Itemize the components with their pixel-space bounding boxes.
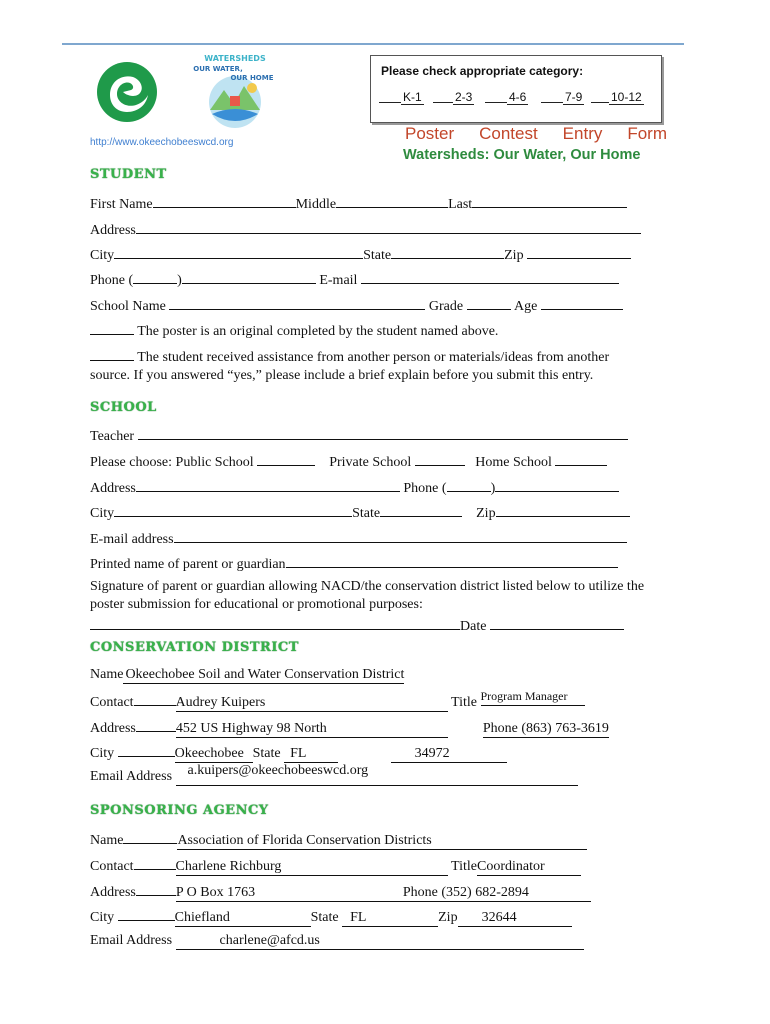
- form-title: [405, 124, 667, 144]
- form-subtitle: Watersheds: Our Water, Our Home: [403, 147, 641, 163]
- sponsor-contact-row: [90, 855, 650, 876]
- category-title: Please check appropriate category:: [381, 64, 584, 78]
- category-k1-label: K-1: [403, 90, 422, 104]
- conservation-address-value[interactable]: 452 US Highway 98 North: [176, 720, 448, 738]
- sponsor-state-value[interactable]: FL: [342, 909, 438, 927]
- home-school-field[interactable]: [555, 451, 607, 466]
- sponsor-state-label: State: [310, 910, 339, 925]
- grade-label: Grade: [428, 299, 464, 314]
- school-area-code-field[interactable]: [447, 477, 491, 492]
- original-check-field[interactable]: [90, 320, 134, 335]
- conservation-name-label: Name: [90, 667, 124, 682]
- district-logo-icon: [96, 61, 158, 123]
- school-zip-label: Zip: [476, 506, 496, 521]
- private-school-field[interactable]: [415, 451, 465, 466]
- sponsor-city-row: [90, 906, 650, 927]
- parent-name-field[interactable]: [286, 553, 618, 568]
- logo-art-line-1: WATERSHEDS: [204, 54, 266, 63]
- conservation-state-label: State: [252, 746, 281, 761]
- form-title-word: Contest: [479, 124, 538, 143]
- school-address-row: [90, 477, 650, 497]
- underline-spacer: [118, 906, 175, 921]
- assistance-statement: The student received assistance from another person or materials/ideas from another source. If you answered “yes,” please include a brief explain before you submit this entry.: [90, 350, 610, 383]
- watershed-art-logo: [190, 52, 280, 132]
- category-10-12-label: 10-12: [611, 90, 642, 104]
- student-school-row: [90, 295, 650, 315]
- sponsor-address-label: Address: [90, 885, 136, 900]
- assistance-statement-row: [90, 346, 650, 385]
- district-website-link[interactable]: http://www.okeechobeeswcd.org: [90, 137, 234, 148]
- school-type-row: [90, 451, 650, 471]
- student-address-field[interactable]: [136, 219, 641, 234]
- date-field[interactable]: [490, 615, 624, 630]
- conservation-title-label: Title: [451, 695, 477, 710]
- school-city-row: [90, 502, 650, 522]
- sponsor-address-row: [90, 881, 650, 902]
- logo-art-line-2: OUR WATER,: [193, 65, 243, 73]
- category-2-3-label: 2-3: [455, 90, 473, 104]
- sponsor-city-label: City: [90, 910, 115, 925]
- school-email-field[interactable]: [174, 528, 627, 543]
- date-label: Date: [460, 619, 487, 634]
- school-state-label: State: [352, 506, 381, 521]
- conservation-zip-value[interactable]: 34972: [391, 745, 507, 763]
- category-7-9-label: 7-9: [565, 90, 583, 104]
- school-heading: SCHOOL: [90, 400, 157, 415]
- middle-name-label: Middle: [295, 197, 337, 212]
- sponsor-title-value[interactable]: Coordinator: [477, 858, 581, 876]
- underline-spacer: [134, 855, 176, 870]
- age-field[interactable]: [541, 295, 623, 310]
- city-label: City: [90, 248, 115, 263]
- form-title-word: Form: [627, 124, 667, 143]
- school-state-field[interactable]: [380, 502, 462, 517]
- school-city-label: City: [90, 506, 115, 521]
- conservation-email-row: [90, 763, 650, 786]
- sponsor-name-label: Name: [90, 833, 124, 848]
- grade-field[interactable]: [467, 295, 511, 310]
- school-city-field[interactable]: [114, 502, 352, 517]
- first-name-label: First Name: [90, 197, 153, 212]
- school-zip-field[interactable]: [496, 502, 630, 517]
- underline-spacer: [118, 742, 175, 757]
- teacher-label: Teacher: [90, 429, 135, 444]
- category-k1-checkbox[interactable]: [379, 102, 401, 103]
- conservation-phone-value[interactable]: Phone (863) 763-3619: [482, 721, 609, 736]
- school-name-label: School Name: [90, 299, 166, 314]
- student-email-field[interactable]: [361, 269, 619, 284]
- underline-spacer: [136, 717, 176, 732]
- logo-art-line-3: OUR HOME: [230, 74, 274, 82]
- teacher-field[interactable]: [138, 425, 628, 440]
- school-phone-close-paren: ): [490, 481, 496, 496]
- public-school-field[interactable]: [257, 451, 315, 466]
- teacher-row: [90, 425, 650, 445]
- sponsor-zip-value[interactable]: 32644: [458, 909, 572, 927]
- public-school-label: Please choose: Public School: [90, 455, 254, 470]
- conservation-city-label: City: [90, 746, 115, 761]
- student-address-row: [90, 219, 650, 239]
- age-label: Age: [514, 299, 538, 314]
- original-statement-row: [90, 320, 650, 341]
- last-name-field[interactable]: [472, 193, 627, 208]
- sponsor-zip-label: Zip: [438, 910, 458, 925]
- parent-name-label: Printed name of parent or guardian: [90, 557, 286, 572]
- form-title-word: Entry: [562, 124, 603, 143]
- school-email-row: [90, 528, 650, 548]
- sponsor-phone-value[interactable]: Phone (352) 682-2894: [403, 884, 591, 902]
- category-2-3-checkbox[interactable]: [433, 102, 453, 103]
- conservation-contact-row: [90, 691, 650, 712]
- conservation-name-value[interactable]: Okeechobee Soil and Water Conservation District: [125, 667, 405, 682]
- signature-field[interactable]: [90, 615, 460, 630]
- student-phone-field[interactable]: [182, 269, 316, 284]
- home-school-label: Home School: [475, 455, 552, 470]
- state-label: State: [363, 248, 392, 263]
- form-title-word: Poster: [405, 124, 455, 143]
- category-box: [370, 55, 662, 123]
- sponsor-city-value[interactable]: Chiefland: [175, 909, 311, 927]
- conservation-address-label: Address: [90, 721, 136, 736]
- school-email-label: E-mail address: [90, 532, 174, 547]
- student-name-row: [90, 193, 650, 213]
- signature-row: [90, 615, 650, 635]
- conservation-heading: CONSERVATION DISTRICT: [90, 640, 299, 655]
- email-label: E-mail: [319, 273, 358, 288]
- student-zip-field[interactable]: [527, 244, 631, 259]
- conservation-address-row: [90, 717, 650, 738]
- conservation-contact-label: Contact: [90, 695, 134, 710]
- assistance-check-field[interactable]: [90, 346, 134, 361]
- student-phone-row: [90, 269, 650, 289]
- sponsor-name-row: [90, 829, 650, 850]
- conservation-email-label: Email Address: [90, 769, 173, 784]
- school-phone-field[interactable]: [495, 477, 619, 492]
- last-name-label: Last: [448, 197, 473, 212]
- original-statement: The poster is an original completed by the student named above.: [137, 324, 499, 339]
- sponsor-contact-label: Contact: [90, 859, 134, 874]
- student-heading: STUDENT: [90, 167, 167, 182]
- sponsor-address-value[interactable]: P O Box 1763: [176, 884, 403, 902]
- student-city-field[interactable]: [114, 244, 363, 259]
- category-4-6-checkbox[interactable]: [485, 102, 507, 103]
- category-4-6-label: 4-6: [509, 90, 527, 104]
- sponsor-email-value[interactable]: charlene@afcd.us: [176, 932, 584, 950]
- school-name-field[interactable]: [169, 295, 425, 310]
- phone-close-paren: ): [177, 273, 182, 288]
- sponsor-heading: SPONSORING AGENCY: [90, 803, 269, 818]
- sponsor-title-label: Title: [451, 859, 477, 874]
- conservation-city-value[interactable]: Okeechobee: [175, 745, 253, 763]
- private-school-label: Private School: [329, 455, 412, 470]
- student-area-code-field[interactable]: [133, 269, 177, 284]
- header-rule: [62, 43, 684, 45]
- signature-statement: Signature of parent or guardian allowing NACD/the conservation district listed below to utilize the poster submission for educational or promotional purposes:: [90, 579, 645, 612]
- conservation-email-field[interactable]: [176, 763, 578, 786]
- parent-name-row: [90, 553, 650, 573]
- school-address-field[interactable]: [136, 477, 400, 492]
- underline-spacer: [123, 829, 177, 844]
- category-7-9-checkbox[interactable]: [541, 102, 563, 103]
- conservation-city-row: [90, 742, 650, 763]
- sponsor-contact-value[interactable]: Charlene Richburg: [176, 858, 448, 876]
- school-phone-label: Phone (: [403, 481, 447, 496]
- student-city-row: [90, 244, 650, 264]
- category-10-12-checkbox[interactable]: [591, 102, 609, 103]
- sponsor-email-row: [90, 932, 650, 950]
- conservation-state-value[interactable]: FL: [284, 745, 338, 763]
- conservation-name-row: [90, 666, 650, 684]
- student-state-field[interactable]: [391, 244, 504, 259]
- conservation-title-value[interactable]: Program Manager: [481, 688, 585, 706]
- underline-spacer: [134, 691, 176, 706]
- address-label: Address: [90, 223, 136, 238]
- conservation-contact-value[interactable]: Audrey Kuipers: [176, 694, 448, 712]
- conservation-email-value: a.kuipers@okeechobeeswcd.org: [187, 763, 369, 778]
- sponsor-name-value[interactable]: Association of Florida Conservation Districts: [177, 832, 587, 850]
- underline-spacer: [136, 881, 176, 896]
- sponsor-email-label: Email Address: [90, 933, 173, 948]
- school-address-label: Address: [90, 481, 136, 496]
- zip-label: Zip: [504, 248, 524, 263]
- first-name-field[interactable]: [153, 193, 296, 208]
- middle-name-field[interactable]: [336, 193, 448, 208]
- phone-label: Phone (: [90, 273, 134, 288]
